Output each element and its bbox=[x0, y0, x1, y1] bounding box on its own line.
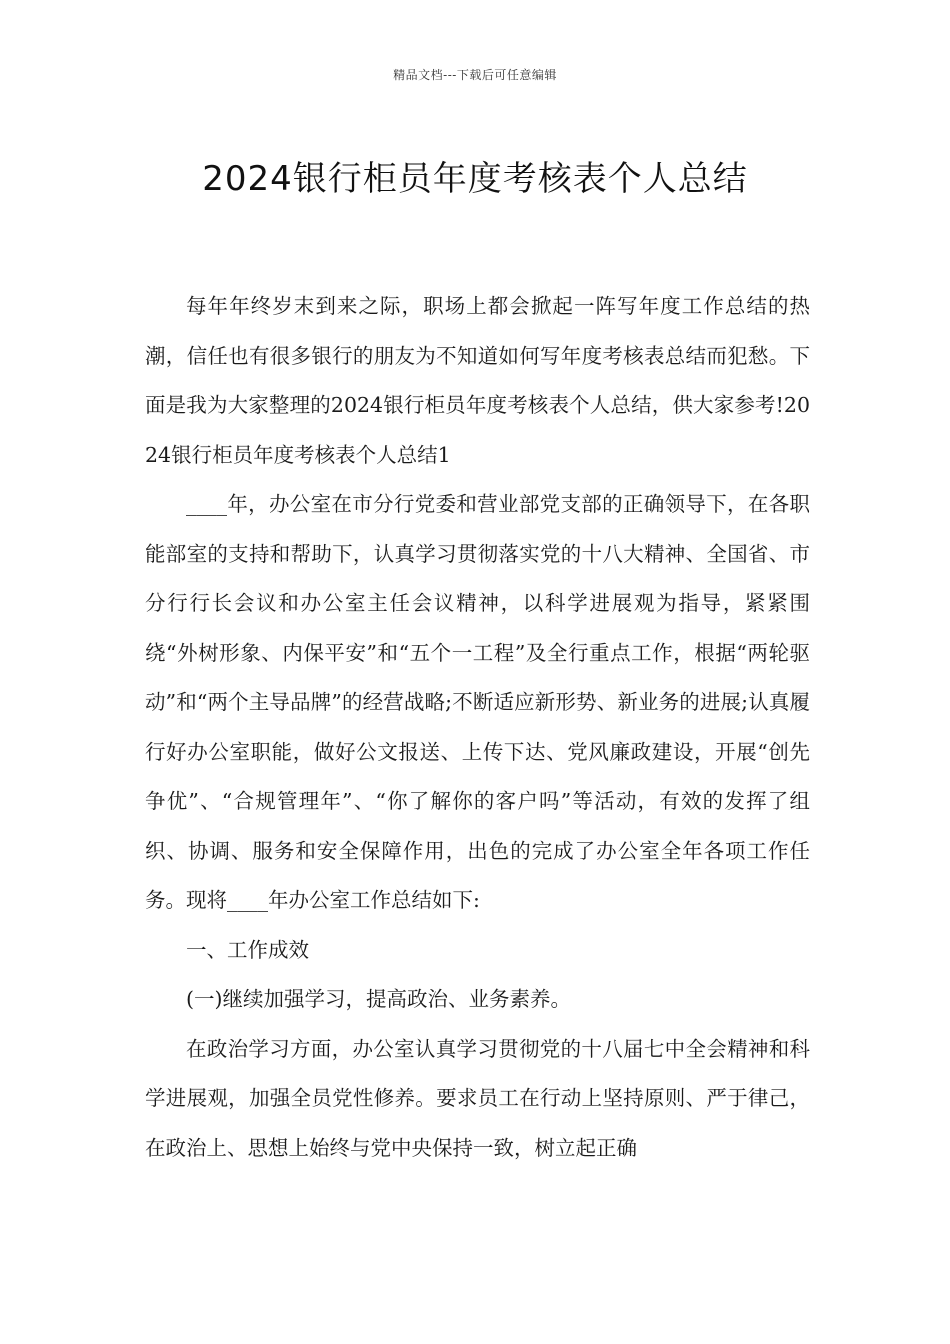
section-heading-work-results: 一、工作成效 bbox=[186, 937, 309, 962]
document-body bbox=[145, 282, 810, 1173]
paragraph-political-study: 在政治学习方面，办公室认真学习贯彻党的十八届七中全会精神和科学进展观，加强全员党性修养。要求员工在行动上坚持原则、严于律己，在政治上、思想上始终与党中央保持一致，树立起正确 bbox=[145, 1036, 810, 1160]
document-title: 2024银行柜员年度考核表个人总结 bbox=[202, 158, 748, 199]
paragraph-overview: ____年，办公室在市分行党委和营业部党支部的正确领导下，在各职能部室的支持和帮助下，认真学习贯彻落实党的十八大精神、全国省、市分行行长会议和办公室主任会议精神，以科学进展观为指导，紧紧围绕“外树形象、内保平安”和“五个一工程”及全行重点工作，根据“两轮驱动”和“两个主导品牌”的经营战略;不断适应新形势、新业务的进展;认真履行好办公室职能，做好公文报送、上传下达、党风廉政建设，开展“创先争优”、“合规管理年”、“你了解你的客户吗”等活动，有效的发挥了组织、协调、服务和安全保障作用，出色的完成了办公室全年各项工作任务。现将____年办公室工作总结如下: bbox=[145, 492, 810, 912]
subsection-heading-learning: (一)继续加强学习，提高政治、业务素养。 bbox=[186, 987, 571, 1011]
page-header-note: 精品文档---下载后可任意编辑 bbox=[393, 68, 557, 82]
paragraph-intro: 每年年终岁末到来之际，职场上都会掀起一阵写年度工作总结的热潮，信任也有很多银行的朋友为不知道如何写年度考核表总结而犯愁。下面是我为大家整理的2024银行柜员年度考核表个人总结，供大家参考!2024银行柜员年度考核表个人总结1 bbox=[145, 294, 810, 467]
